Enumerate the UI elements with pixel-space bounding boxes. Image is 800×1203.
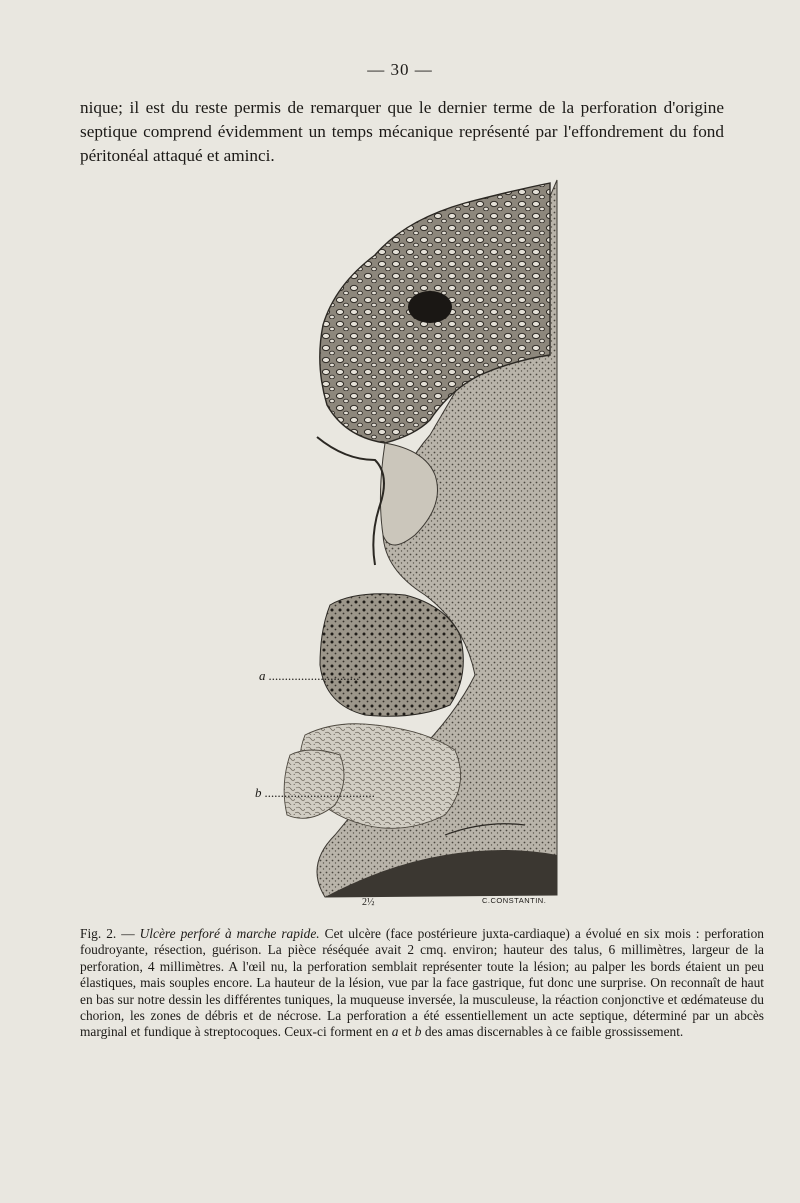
- artist-signature: C.CONSTANTIN.: [482, 896, 547, 905]
- caption-fig-title: Ulcère perforé à marche rapide.: [139, 926, 320, 941]
- figure-label-b: b ..................................: [255, 785, 376, 800]
- caption-ital-b: b: [414, 1024, 422, 1040]
- page-number: — 30 —: [367, 60, 433, 79]
- label-b-text: b: [255, 785, 262, 800]
- intro-paragraph: [80, 96, 724, 168]
- caption-text-1: Cet ulcère (face postérieure juxta-cardiaque) a évolué en six mois : perforation foudroyante, résection, guérison. La pièce réséquée avait 2 cmq. environ; hauteur des talus, 6 millimètres, largeur de la perforation, 4 millimètres. A l'œil nu, la perforation semblait représenter toute la lésion; au palper les bords étaient un peu élastiques, mais souples encore. La hauteur de la lésion, vue par la face gastrique, fut donc une surprise. On reconnaît de haut en bas sur notre dessin les différentes tuniques, la muqueuse inversée, la musculeuse, la réaction conjonctive et œdémateuse du chorion, les zones de débris et de nécrose. La perforation a été essentiellement un acte septique, déterminé par un abcès marginal et fundique à streptocoques. Ceux-ci forment en: [80, 926, 764, 1040]
- caption-fig-number: Fig. 2. —: [80, 926, 135, 941]
- intro-text: nique; il est du reste permis de remarquer que le dernier terme de la perforation d'origine septique comprend évidemment un temps mécanique représenté par l'effondrement du fond péritonéal attaqué et aminci.: [80, 98, 724, 165]
- figure-label-a: a ............................: [259, 668, 360, 683]
- figure-caption: [80, 926, 764, 1041]
- caption-text-2: et: [398, 1024, 415, 1040]
- caption-text-3: des amas discernables à ce faible grossissement.: [421, 1024, 684, 1040]
- scale-mark: 2½: [362, 897, 375, 908]
- caption-ital-a: a: [391, 1024, 399, 1040]
- label-a-text: a: [259, 668, 266, 683]
